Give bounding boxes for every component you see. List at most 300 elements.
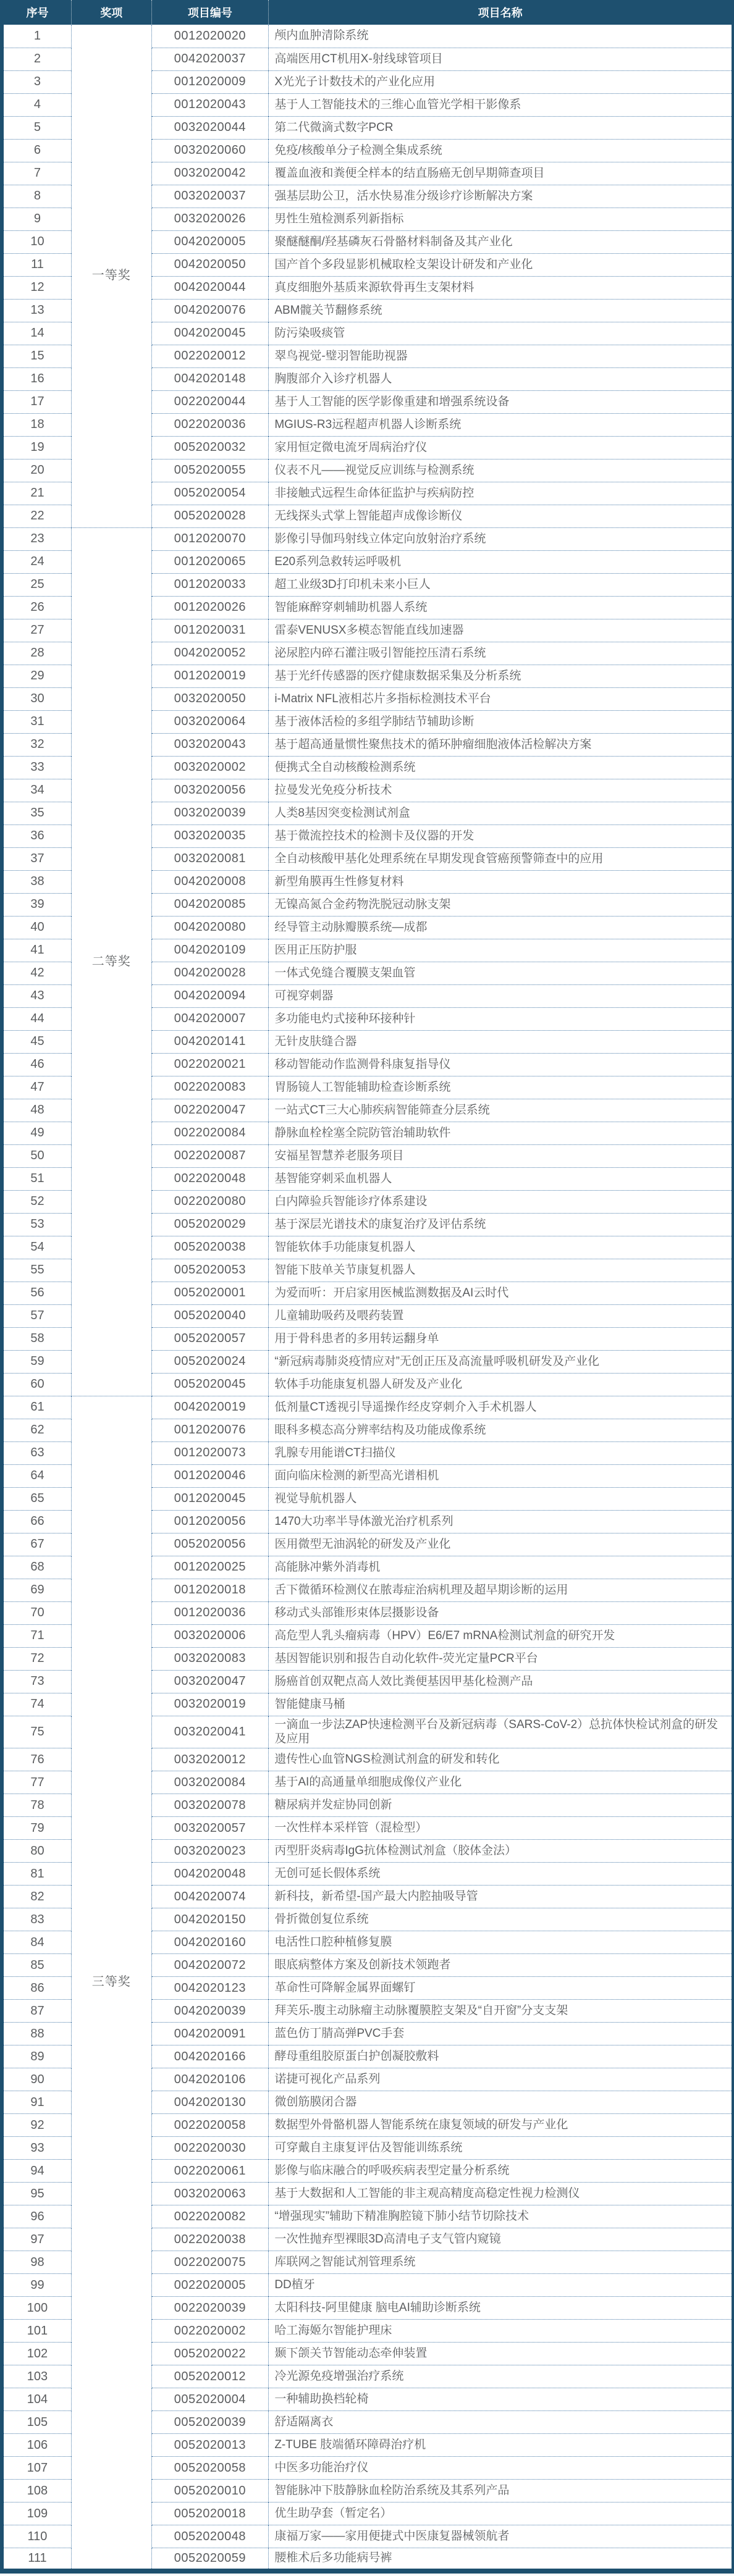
project-code-cell: 0032020063 (151, 2183, 269, 2205)
row-number-cell: 56 (2, 1282, 71, 1304)
project-code-cell: 0012020043 (151, 93, 269, 116)
project-name-cell: 基于深层光谱技术的康复治疗及评估系统 (269, 1213, 733, 1236)
row-number-cell: 60 (2, 1373, 71, 1396)
project-name-cell: 基于人工智能的医学影像重建和增强系统设备 (269, 390, 733, 413)
project-name-cell: 一种辅助换档轮椅 (269, 2388, 733, 2411)
row-number-cell: 107 (2, 2457, 71, 2480)
project-name-cell: 优生助孕套（暂定名） (269, 2503, 733, 2525)
row-number-cell: 64 (2, 1464, 71, 1487)
project-code-cell: 0042020091 (151, 2023, 269, 2045)
project-code-cell: 0042020166 (151, 2045, 269, 2068)
row-number-cell: 14 (2, 322, 71, 345)
project-name-cell: 新科技，新希望-国产最大内腔抽吸导管 (269, 1886, 733, 1908)
project-code-cell: 0042020037 (151, 48, 269, 70)
col-header-award: 奖项 (71, 0, 151, 25)
row-number-cell: 77 (2, 1771, 71, 1794)
project-name-cell: 无线探头式掌上智能超声成像诊断仪 (269, 505, 733, 527)
project-code-cell: 0012020076 (151, 1419, 269, 1441)
project-code-cell: 0032020078 (151, 1794, 269, 1817)
row-number-cell: 111 (2, 2548, 71, 2571)
table-body (2, 25, 733, 2571)
project-code-cell: 0052020059 (151, 2548, 269, 2571)
row-number-cell: 12 (2, 276, 71, 299)
row-number-cell: 72 (2, 1647, 71, 1670)
project-name-cell: 智能健康马桶 (269, 1693, 733, 1716)
row-number-cell: 3 (2, 70, 71, 93)
project-code-cell: 0052020055 (151, 459, 269, 482)
project-code-cell: 0022020021 (151, 1053, 269, 1076)
project-code-cell: 0022020005 (151, 2274, 269, 2297)
col-header-project-code: 项目编号 (151, 0, 269, 25)
project-code-cell: 0022020084 (151, 1122, 269, 1144)
project-name-cell: 数据型外骨骼机器人智能系统在康复领域的研发与产业化 (269, 2114, 733, 2137)
row-number-cell: 38 (2, 870, 71, 893)
project-code-cell: 0022020087 (151, 1144, 269, 1167)
row-number-cell: 16 (2, 367, 71, 390)
project-code-cell: 0042020045 (151, 322, 269, 345)
row-number-cell: 97 (2, 2228, 71, 2251)
project-name-cell: 高能脉冲紫外消毒机 (269, 1556, 733, 1579)
project-code-cell: 0052020024 (151, 1350, 269, 1373)
project-code-cell: 0012020033 (151, 573, 269, 596)
row-number-cell: 63 (2, 1441, 71, 1464)
project-code-cell: 0042020085 (151, 893, 269, 916)
row-number-cell: 69 (2, 1579, 71, 1601)
row-number-cell: 41 (2, 939, 71, 962)
project-name-cell: 可视穿刺器 (269, 984, 733, 1007)
project-code-cell: 0012020070 (151, 527, 269, 550)
project-code-cell: 0042020109 (151, 939, 269, 962)
project-code-cell: 0042020074 (151, 1886, 269, 1908)
row-number-cell: 6 (2, 139, 71, 162)
project-code-cell: 0052020048 (151, 2525, 269, 2548)
award-group-cell: 三等奖 (71, 1396, 151, 2571)
row-number-cell: 43 (2, 984, 71, 1007)
project-code-cell: 0022020083 (151, 1076, 269, 1099)
row-number-cell: 15 (2, 345, 71, 367)
row-number-cell: 67 (2, 1533, 71, 1556)
project-code-cell: 0012020065 (151, 550, 269, 573)
award-group-cell: 二等奖 (71, 527, 151, 1396)
row-number-cell: 78 (2, 1794, 71, 1817)
project-code-cell: 0032020019 (151, 1693, 269, 1716)
project-name-cell: 面向临床检测的新型高光谱相机 (269, 1464, 733, 1487)
project-name-cell: 多功能电灼式接种环接种针 (269, 1007, 733, 1030)
project-name-cell: i-Matrix NFL液相芯片多指标检测技术平台 (269, 687, 733, 710)
project-name-cell: 视觉导航机器人 (269, 1487, 733, 1510)
project-name-cell: 医用微型无油涡轮的研发及产业化 (269, 1533, 733, 1556)
row-number-cell: 81 (2, 1863, 71, 1886)
project-code-cell: 0052020022 (151, 2343, 269, 2365)
project-code-cell: 0022020012 (151, 345, 269, 367)
project-name-cell: 一体式免缝合覆膜支架血管 (269, 962, 733, 984)
project-name-cell: 翠鸟视觉-璧羽智能助视器 (269, 345, 733, 367)
project-name-cell: 冷光源免疫增强治疗系统 (269, 2365, 733, 2388)
project-code-cell: 0022020080 (151, 1190, 269, 1213)
project-name-cell: ABM髋关节翻修系统 (269, 299, 733, 322)
project-name-cell: 1470大功率半导体激光治疗机系列 (269, 1510, 733, 1533)
row-number-cell: 19 (2, 436, 71, 459)
row-number-cell: 33 (2, 756, 71, 779)
project-name-cell: 泌尿腔内碎石灌注吸引智能控压清石系统 (269, 642, 733, 665)
project-code-cell: 0042020160 (151, 1931, 269, 1954)
row-number-cell: 88 (2, 2023, 71, 2045)
project-code-cell: 0012020026 (151, 596, 269, 619)
project-name-cell: X光光子计数技术的产业化应用 (269, 70, 733, 93)
row-number-cell: 59 (2, 1350, 71, 1373)
project-name-cell: Z-TUBE 肢端循环障碍治疗机 (269, 2434, 733, 2457)
project-name-cell: 中医多功能治疗仪 (269, 2457, 733, 2480)
project-code-cell: 0012020020 (151, 25, 269, 48)
project-code-cell: 0042020028 (151, 962, 269, 984)
project-code-cell: 0032020002 (151, 756, 269, 779)
project-name-cell: 经导管主动脉瓣膜系统—成都 (269, 916, 733, 939)
project-name-cell: 库联网之智能试剂管理系统 (269, 2251, 733, 2274)
row-number-cell: 53 (2, 1213, 71, 1236)
project-name-cell: 全自动核酸甲基化处理系统在早期发现食管癌预警筛查中的应用 (269, 847, 733, 870)
row-number-cell: 108 (2, 2480, 71, 2503)
project-name-cell: 颅内血肿清除系统 (274, 29, 369, 43)
project-code-cell: 0042020150 (151, 1908, 269, 1931)
project-name-cell: 无镍高氮合金药物洗脱冠动脉支架 (269, 893, 733, 916)
row-number-cell: 104 (2, 2388, 71, 2411)
project-code-cell: 0012020073 (151, 1441, 269, 1464)
project-name-cell: 基于AI的高通量单细胞成像仪产业化 (269, 1771, 733, 1794)
project-name-cell: 无针皮肤缝合器 (269, 1030, 733, 1053)
project-name-cell: 基于微流控技术的检测卡及仪器的开发 (269, 824, 733, 847)
project-name-cell: 哈工海姬尔智能护理床 (269, 2320, 733, 2343)
project-code-cell: 0032020044 (151, 116, 269, 139)
project-name-cell: 低剂量CT透视引导遥操作经皮穿刺介入手术机器人 (269, 1396, 733, 1419)
row-number-cell: 10 (2, 230, 71, 253)
row-number-cell: 84 (2, 1931, 71, 1954)
row-number-cell: 110 (2, 2525, 71, 2548)
project-name-cell: 糖尿病并发症协同创新 (269, 1794, 733, 1817)
project-name-cell: 舌下微循环检测仪在脓毒症治病机理及超早期诊断的运用 (269, 1579, 733, 1601)
row-number-cell: 46 (2, 1053, 71, 1076)
row-number-cell: 49 (2, 1122, 71, 1144)
project-name-cell: 舒适隔离衣 (269, 2411, 733, 2434)
row-number-cell: 13 (2, 299, 71, 322)
row-number-cell: 42 (2, 962, 71, 984)
row-number-cell: 22 (2, 505, 71, 527)
project-name-cell: 安福星智慧养老服务项目 (269, 1144, 733, 1167)
row-number-cell: 18 (2, 413, 71, 436)
row-number-cell: 9 (2, 208, 71, 230)
project-code-cell: 0042020072 (151, 1954, 269, 1977)
row-number-cell: 109 (2, 2503, 71, 2525)
project-code-cell: 0032020023 (151, 1840, 269, 1863)
project-name-cell: “增强现实”辅助下精准胸腔镜下肺小结节切除技术 (269, 2205, 733, 2228)
project-code-cell: 0022020047 (151, 1099, 269, 1122)
project-name-cell: 微创筋膜闭合器 (269, 2091, 733, 2114)
project-name-cell: 基智能穿刺采血机器人 (269, 1167, 733, 1190)
project-code-cell: 0052020045 (151, 1373, 269, 1396)
row-number-cell: 17 (2, 390, 71, 413)
project-name-cell: 基于人工智能技术的三维心血管光学相干影像系 (269, 93, 733, 116)
project-name-cell: 拜芙乐-腹主动脉瘤主动脉覆膜腔支架及“自开窗”分支支架 (269, 2000, 733, 2023)
project-code-cell: 0012020045 (151, 1487, 269, 1510)
project-code-cell: 0032020084 (151, 1771, 269, 1794)
project-name-cell: “新冠病毒肺炎疫情应对”无创正压及高流量呼吸机研发及产业化 (269, 1350, 733, 1373)
project-code-cell: 0052020058 (151, 2457, 269, 2480)
project-name-cell: 便携式全自动核酸检测系统 (269, 756, 733, 779)
row-number-cell: 90 (2, 2068, 71, 2091)
project-code-cell: 0032020006 (151, 1624, 269, 1647)
project-code-cell: 0052020038 (151, 1236, 269, 1259)
project-code-cell: 0042020008 (151, 870, 269, 893)
project-name-cell: 肠癌首创双靶点高人效比粪便基因甲基化检测产品 (269, 1670, 733, 1693)
project-code-cell: 0022020039 (151, 2297, 269, 2320)
row-number-cell: 62 (2, 1419, 71, 1441)
project-name-cell: DD植牙 (269, 2274, 733, 2297)
award-group-cell: 一等奖 (71, 25, 151, 527)
project-name-cell: 为爱而听：开启家用医械监测数据及AI云时代 (269, 1282, 733, 1304)
project-code-cell: 0022020002 (151, 2320, 269, 2343)
row-number-cell: 4 (2, 93, 71, 116)
project-code-cell: 0042020007 (151, 1007, 269, 1030)
project-code-cell: 0042020005 (151, 230, 269, 253)
row-number-cell: 76 (2, 1748, 71, 1771)
project-name-cell: 无创可延长假体系统 (269, 1863, 733, 1886)
project-code-cell: 0052020012 (151, 2365, 269, 2388)
row-number-cell: 74 (2, 1693, 71, 1716)
project-code-cell: 0032020057 (151, 1817, 269, 1840)
row-number-cell: 99 (2, 2274, 71, 2297)
project-code-cell: 0012020046 (151, 1464, 269, 1487)
project-name-cell: 基于液体活检的多组学肺结节辅助诊断 (269, 710, 733, 733)
project-code-cell: 0052020057 (151, 1327, 269, 1350)
project-code-cell: 0032020035 (151, 824, 269, 847)
project-code-cell: 0052020040 (151, 1304, 269, 1327)
row-number-cell: 94 (2, 2160, 71, 2183)
project-name-cell: 智能软体手功能康复机器人 (269, 1236, 733, 1259)
row-number-cell: 29 (2, 665, 71, 687)
row-number-cell: 98 (2, 2251, 71, 2274)
project-code-cell: 0032020042 (151, 162, 269, 185)
project-name-cell: 康福万家——家用便捷式中医康复器械领航者 (269, 2525, 733, 2548)
project-name-cell: 人类8基因突变检测试剂盒 (269, 802, 733, 824)
project-name-cell: 基于大数据和人工智能的非主观高精度高稳定性视力检测仪 (269, 2183, 733, 2205)
row-number-cell: 89 (2, 2045, 71, 2068)
row-number-cell: 30 (2, 687, 71, 710)
row-number-cell: 73 (2, 1670, 71, 1693)
row-number-cell: 36 (2, 824, 71, 847)
row-number-cell: 96 (2, 2205, 71, 2228)
project-name-cell: 遗传性心血管NGS检测试剂盒的研发和转化 (269, 1748, 733, 1771)
project-name-cell: MGIUS-R3远程超声机器人诊断系统 (269, 413, 733, 436)
project-name-cell: 胸腹部介入诊疗机器人 (269, 367, 733, 390)
project-name-cell: 一次性抛弃型裸眼3D高清电子支气管内窥镜 (269, 2228, 733, 2251)
project-code-cell: 0022020058 (151, 2114, 269, 2137)
row-number-cell: 61 (2, 1396, 71, 1419)
row-number-cell: 7 (2, 162, 71, 185)
project-code-cell: 0032020050 (151, 687, 269, 710)
row-number-cell: 57 (2, 1304, 71, 1327)
project-code-cell: 0042020130 (151, 2091, 269, 2114)
row-number-cell: 68 (2, 1556, 71, 1579)
row-number-cell: 87 (2, 2000, 71, 2023)
project-code-cell: 0052020018 (151, 2503, 269, 2525)
project-code-cell: 0032020026 (151, 208, 269, 230)
row-number-cell: 44 (2, 1007, 71, 1030)
project-name-cell: 雷泰VENUSX多模态智能直线加速器 (269, 619, 733, 642)
row-number-cell: 20 (2, 459, 71, 482)
row-number-cell: 23 (2, 527, 71, 550)
row-number-cell: 85 (2, 1954, 71, 1977)
project-code-cell: 0012020018 (151, 1579, 269, 1601)
row-number-cell: 35 (2, 802, 71, 824)
project-code-cell: 0042020094 (151, 984, 269, 1007)
project-name-cell: 腰椎术后多功能病号裤 (269, 2548, 733, 2571)
project-code-cell: 0022020030 (151, 2137, 269, 2160)
project-code-cell: 0032020064 (151, 710, 269, 733)
table-row (2, 1396, 733, 1419)
col-header-serial-number: 序号 (2, 0, 71, 25)
project-name-cell: 一滴血一步法ZAP快速检测平台及新冠病毒（SARS-CoV-2）总抗体快检试剂盒的研发及应用 (269, 1716, 733, 1748)
project-name-cell: 家用恒定微电流牙周病治疗仪 (269, 436, 733, 459)
project-name-cell: 高端医用CT机用X-射线球管项目 (269, 48, 733, 70)
row-number-cell: 34 (2, 779, 71, 802)
row-number-cell: 47 (2, 1076, 71, 1099)
project-code-cell: 0052020028 (151, 505, 269, 527)
row-number-cell: 105 (2, 2411, 71, 2434)
project-code-cell: 0052020004 (151, 2388, 269, 2411)
project-name-cell: 诺捷可视化产品系列 (269, 2068, 733, 2091)
project-name-cell: 酵母重组胶原蛋白护创凝胶敷料 (269, 2045, 733, 2068)
row-number-cell: 86 (2, 1977, 71, 2000)
project-code-cell: 0042020148 (151, 367, 269, 390)
project-name-cell: E20系列急救转运呼吸机 (269, 550, 733, 573)
project-code-cell: 0042020044 (151, 276, 269, 299)
row-number-cell: 1 (2, 25, 71, 48)
project-name-cell: 基于超高通量惯性聚焦技术的循环肿瘤细胞液体活检解决方案 (269, 733, 733, 756)
project-name-cell: 聚醚醚酮/羟基磷灰石骨骼材料制备及其产业化 (269, 230, 733, 253)
project-name-cell: 骨折微创复位系统 (269, 1908, 733, 1931)
project-name-cell: 男性生殖检测系列新指标 (269, 208, 733, 230)
row-number-cell: 83 (2, 1908, 71, 1931)
row-number-cell: 26 (2, 596, 71, 619)
project-name-cell: 软体手功能康复机器人研发及产业化 (269, 1373, 733, 1396)
project-code-cell: 0022020048 (151, 1167, 269, 1190)
project-name-cell: 智能脉冲下肢静脉血栓防治系统及其系列产品 (269, 2480, 733, 2503)
row-number-cell: 80 (2, 1840, 71, 1863)
row-number-cell: 27 (2, 619, 71, 642)
project-code-cell: 0022020036 (151, 413, 269, 436)
row-number-cell: 71 (2, 1624, 71, 1647)
project-name-cell: 一站式CT三大心肺疾病智能筛查分层系统 (269, 1099, 733, 1122)
row-number-cell: 2 (2, 48, 71, 70)
project-name-cell: 智能下肢单关节康复机器人 (269, 1259, 733, 1282)
project-code-cell: 0032020083 (151, 1647, 269, 1670)
row-number-cell: 82 (2, 1886, 71, 1908)
project-code-cell: 0042020106 (151, 2068, 269, 2091)
project-code-cell: 0012020025 (151, 1556, 269, 1579)
project-name-cell: 基于光纤传感器的医疗健康数据采集及分析系统 (269, 665, 733, 687)
project-name-cell: 真皮细胞外基质来源软骨再生支架材料 (269, 276, 733, 299)
project-name-cell: 电活性口腔种植修复膜 (269, 1931, 733, 1954)
project-name-cell: 胃肠镜人工智能辅助检查诊断系统 (269, 1076, 733, 1099)
project-name-cell: 影像引导伽玛射线立体定向放射治疗系统 (269, 527, 733, 550)
project-name-cell: 高危型人乳头瘤病毒（HPV）E6/E7 mRNA检测试剂盒的研究开发 (269, 1624, 733, 1647)
project-name-cell: 影像与临床融合的呼吸疾病表型定量分析系统 (269, 2160, 733, 2183)
project-name-cell: 国产首个多段显影机械取栓支架设计研发和产业化 (269, 253, 733, 276)
row-number-cell: 102 (2, 2343, 71, 2365)
project-code-cell: 0012020056 (151, 1510, 269, 1533)
project-code-cell: 0032020081 (151, 847, 269, 870)
project-name-cell: 医用正压防护服 (269, 939, 733, 962)
project-code-cell: 0032020037 (151, 185, 269, 208)
project-name-cell: 革命性可降解金属界面螺钉 (269, 1977, 733, 2000)
row-number-cell: 91 (2, 2091, 71, 2114)
row-number-cell: 8 (2, 185, 71, 208)
row-number-cell: 93 (2, 2137, 71, 2160)
project-code-cell: 0032020012 (151, 1748, 269, 1771)
table-row (2, 527, 733, 550)
project-code-cell: 0052020010 (151, 2480, 269, 2503)
row-number-cell: 45 (2, 1030, 71, 1053)
project-code-cell: 0042020048 (151, 1863, 269, 1886)
row-number-cell: 52 (2, 1190, 71, 1213)
row-number-cell: 70 (2, 1601, 71, 1624)
row-number-cell: 54 (2, 1236, 71, 1259)
project-name-cell: 覆盖血液和粪便全样本的结直肠癌无创早期筛查项目 (269, 162, 733, 185)
project-name-cell: 智能麻醉穿刺辅助机器人系统 (269, 596, 733, 619)
project-name-cell: 太阳科技-阿里健康 脑电AI辅助诊断系统 (269, 2297, 733, 2320)
project-name-cell: 蓝色仿丁腈高弹PVC手套 (269, 2023, 733, 2045)
project-code-cell: 0032020056 (151, 779, 269, 802)
project-code-cell: 0042020039 (151, 2000, 269, 2023)
project-name-cell: 乳腺专用能谱CT扫描仪 (269, 1441, 733, 1464)
project-code-cell: 0052020039 (151, 2411, 269, 2434)
project-code-cell: 0032020041 (151, 1716, 269, 1748)
project-name-cell: 用于骨科患者的多用转运翻身单 (269, 1327, 733, 1350)
project-name-cell: 防污染吸痰管 (269, 322, 733, 345)
project-code-cell: 0052020013 (151, 2434, 269, 2457)
row-number-cell: 28 (2, 642, 71, 665)
project-code-cell: 0012020036 (151, 1601, 269, 1624)
project-name-cell: 白内障验兵智能诊疗体系建设 (269, 1190, 733, 1213)
project-code-cell: 0032020043 (151, 733, 269, 756)
row-number-cell: 21 (2, 482, 71, 505)
project-name-cell: 可穿戴自主康复评估及智能训练系统 (269, 2137, 733, 2160)
project-name-cell: 颞下颌关节智能动态牵伸装置 (269, 2343, 733, 2365)
project-code-cell: 0032020060 (151, 139, 269, 162)
project-code-cell: 0032020047 (151, 1670, 269, 1693)
row-number-cell: 55 (2, 1259, 71, 1282)
row-number-cell: 95 (2, 2183, 71, 2205)
project-code-cell: 0052020053 (151, 1259, 269, 1282)
project-code-cell: 0022020061 (151, 2160, 269, 2183)
table-row (2, 25, 733, 48)
project-code-cell: 0042020123 (151, 1977, 269, 2000)
project-name-cell: 眼科多模态高分辨率结构及功能成像系统 (269, 1419, 733, 1441)
project-code-cell: 0032020039 (151, 802, 269, 824)
row-number-cell: 103 (2, 2365, 71, 2388)
project-name-cell: 超工业级3D打印机未来小巨人 (269, 573, 733, 596)
row-number-cell: 32 (2, 733, 71, 756)
project-code-cell: 0022020075 (151, 2251, 269, 2274)
row-number-cell: 5 (2, 116, 71, 139)
row-number-cell: 106 (2, 2434, 71, 2457)
row-number-cell: 50 (2, 1144, 71, 1167)
project-code-cell: 0012020031 (151, 619, 269, 642)
project-code-cell: 0012020019 (151, 665, 269, 687)
project-code-cell: 0042020080 (151, 916, 269, 939)
project-name-cell: 仪表不凡——视觉反应训练与检测系统 (269, 459, 733, 482)
row-number-cell: 79 (2, 1817, 71, 1840)
row-number-cell: 31 (2, 710, 71, 733)
